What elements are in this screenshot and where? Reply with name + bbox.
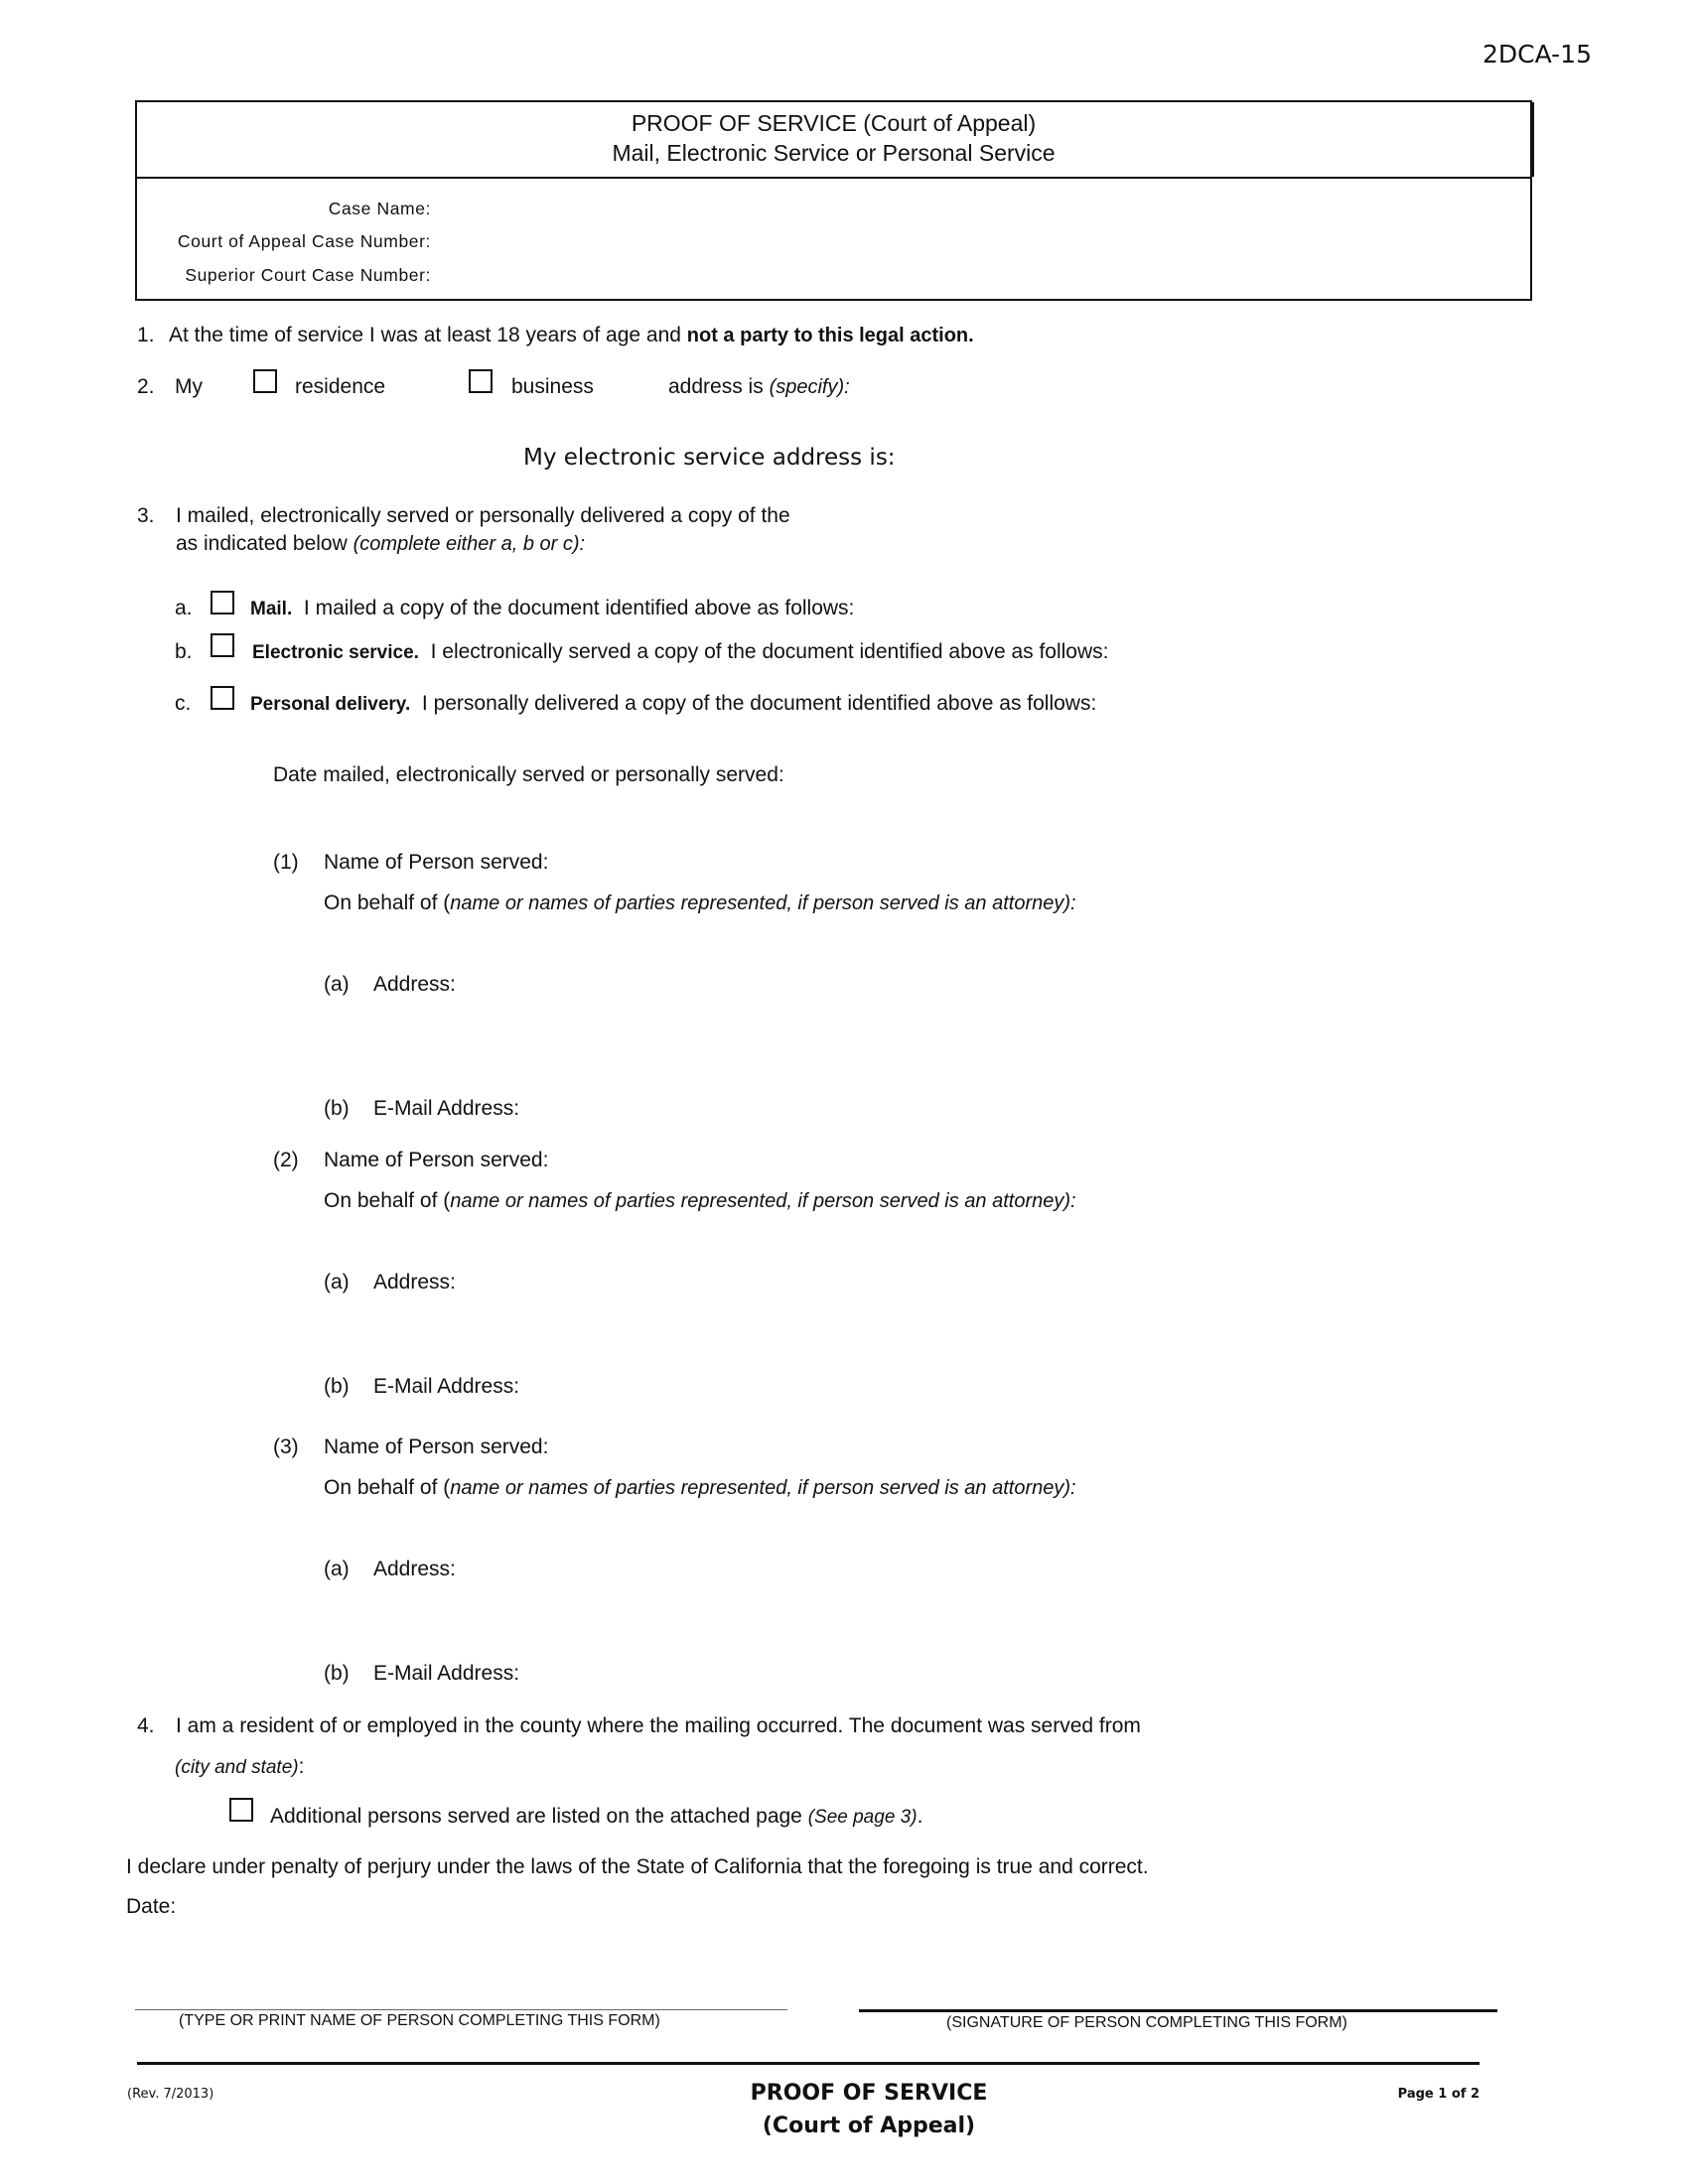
additional-plain: Additional persons served are listed on the attached page [270, 1805, 802, 1828]
person-address-letter: (a) [324, 973, 350, 996]
person-address-label: Address: [373, 1271, 456, 1294]
superior-case-number-label: Superior Court Case Number: [185, 265, 431, 285]
item3-line2 [176, 532, 585, 556]
person-behalf [324, 891, 1076, 915]
date-served-label: Date mailed, electronically served or personally served: [273, 763, 784, 786]
person-name-label: Name of Person served: [324, 1435, 549, 1458]
item2-my: My [175, 375, 203, 398]
person-address-label: Address: [373, 1558, 456, 1580]
electronic-service-bold-label: Electronic service. [252, 642, 419, 663]
form-subtitle: Mail, Electronic Service or Personal Service [612, 140, 1056, 166]
additional-persons-checkbox[interactable] [229, 1798, 253, 1822]
person-email-label: E-Mail Address: [373, 1097, 520, 1120]
form-title: PROOF OF SERVICE (Court of Appeal) [631, 110, 1037, 136]
name-caption: (TYPE OR PRINT NAME OF PERSON COMPLETING THIS FORM) [179, 2012, 660, 2029]
electronic-service-checkbox[interactable] [211, 633, 234, 657]
electronic-service-text: I electronically served a copy of the document identified above as follows: [430, 640, 1109, 663]
person-address-letter: (a) [324, 1271, 350, 1294]
item3b-text [252, 640, 1109, 664]
person-address-label: Address: [373, 973, 456, 996]
person-number: (2) [273, 1149, 299, 1171]
additional-end: . [917, 1805, 923, 1828]
footer-title: PROOF OF SERVICE [750, 2081, 988, 2106]
person-number: (1) [273, 851, 299, 874]
person-email-letter: (b) [324, 1375, 350, 1398]
item3c-letter: c. [175, 692, 192, 715]
city-state-colon: : [298, 1755, 305, 1778]
item1-text [169, 324, 974, 347]
business-checkbox[interactable] [469, 369, 493, 393]
person-email-letter: (b) [324, 1097, 350, 1120]
person-behalf [324, 1189, 1076, 1213]
mail-checkbox[interactable] [211, 591, 234, 614]
additional-italic: (See page 3) [807, 1807, 918, 1828]
name-line [135, 2009, 787, 2010]
item4-line1: I am a resident of or employed in the county where the mailing occurred. The document was served from [176, 1714, 1141, 1737]
footer-rule [137, 2062, 1480, 2065]
person-email-letter: (b) [324, 1662, 350, 1685]
header-box-edge [1532, 102, 1534, 177]
residence-checkbox[interactable] [253, 369, 277, 393]
person-name-label: Name of Person served: [324, 851, 549, 874]
signature-line [859, 2009, 1497, 2012]
behalf-plain: On behalf of ( [324, 891, 451, 914]
personal-delivery-bold-label: Personal delivery. [250, 694, 411, 715]
personal-delivery-text: I personally delivered a copy of the document identified above as follows: [421, 692, 1097, 715]
item3-line2-plain: as indicated below [176, 532, 348, 555]
behalf-italic: name or names of parties represented, if person served is an attorney): [450, 1190, 1076, 1212]
additional-persons-text [270, 1805, 922, 1829]
signature-caption: (SIGNATURE OF PERSON COMPLETING THIS FORM) [946, 2014, 1347, 2031]
person-behalf [324, 1476, 1076, 1500]
person-number: (3) [273, 1435, 299, 1458]
specify-text: (specify): [769, 376, 850, 398]
item1-text-bold: not a party to this legal action. [686, 325, 974, 346]
behalf-italic: name or names of parties represented, if person served is an attorney): [450, 892, 1076, 914]
declaration-text: I declare under penalty of perjury under the laws of the State of California that the foregoing is true and correct. [126, 1855, 1149, 1878]
header-box [135, 100, 1532, 301]
business-label: business [511, 375, 594, 398]
city-state-italic: (city and state) [175, 1757, 299, 1778]
item3c-text [250, 692, 1096, 716]
item3-number: 3. [137, 504, 155, 527]
address-is-label [668, 375, 850, 399]
personal-delivery-checkbox[interactable] [211, 686, 234, 710]
mail-bold-label: Mail. [250, 599, 293, 619]
mail-text: I mailed a copy of the document identified above as follows: [303, 597, 855, 619]
behalf-plain: On behalf of ( [324, 1476, 451, 1499]
person-email-label: E-Mail Address: [373, 1375, 520, 1398]
page-number: Page 1 of 2 [1397, 2087, 1480, 2102]
date-label: Date: [126, 1895, 177, 1918]
behalf-italic: name or names of parties represented, if person served is an attorney): [450, 1477, 1076, 1499]
person-email-label: E-Mail Address: [373, 1662, 520, 1685]
electronic-address-label: My electronic service address is: [523, 445, 896, 471]
item2-number: 2. [137, 375, 155, 398]
address-is-text: address is [668, 375, 764, 398]
person-address-letter: (a) [324, 1558, 350, 1580]
item3-line1: I mailed, electronically served or personally delivered a copy of the [176, 504, 790, 527]
form-id: 2DCA-15 [1483, 40, 1592, 68]
header-divider [137, 177, 1530, 179]
residence-label: residence [295, 375, 386, 398]
case-name-label: Case Name: [328, 199, 431, 218]
item4-line2 [175, 1755, 304, 1779]
item3a-letter: a. [175, 597, 193, 619]
item1-number: 1. [137, 324, 155, 346]
coa-case-number-label: Court of Appeal Case Number: [177, 231, 431, 251]
person-name-label: Name of Person served: [324, 1149, 549, 1171]
item1-text-plain: At the time of service I was at least 18 years of age and [169, 324, 681, 346]
behalf-plain: On behalf of ( [324, 1189, 451, 1212]
revision-date: (Rev. 7/2013) [127, 2087, 214, 2102]
item4-number: 4. [137, 1714, 155, 1737]
item3b-letter: b. [175, 640, 193, 663]
item3-line2-italic: (complete either a, b or c): [353, 533, 586, 555]
footer-subtitle: (Court of Appeal) [762, 2114, 976, 2138]
item3a-text [250, 597, 854, 620]
